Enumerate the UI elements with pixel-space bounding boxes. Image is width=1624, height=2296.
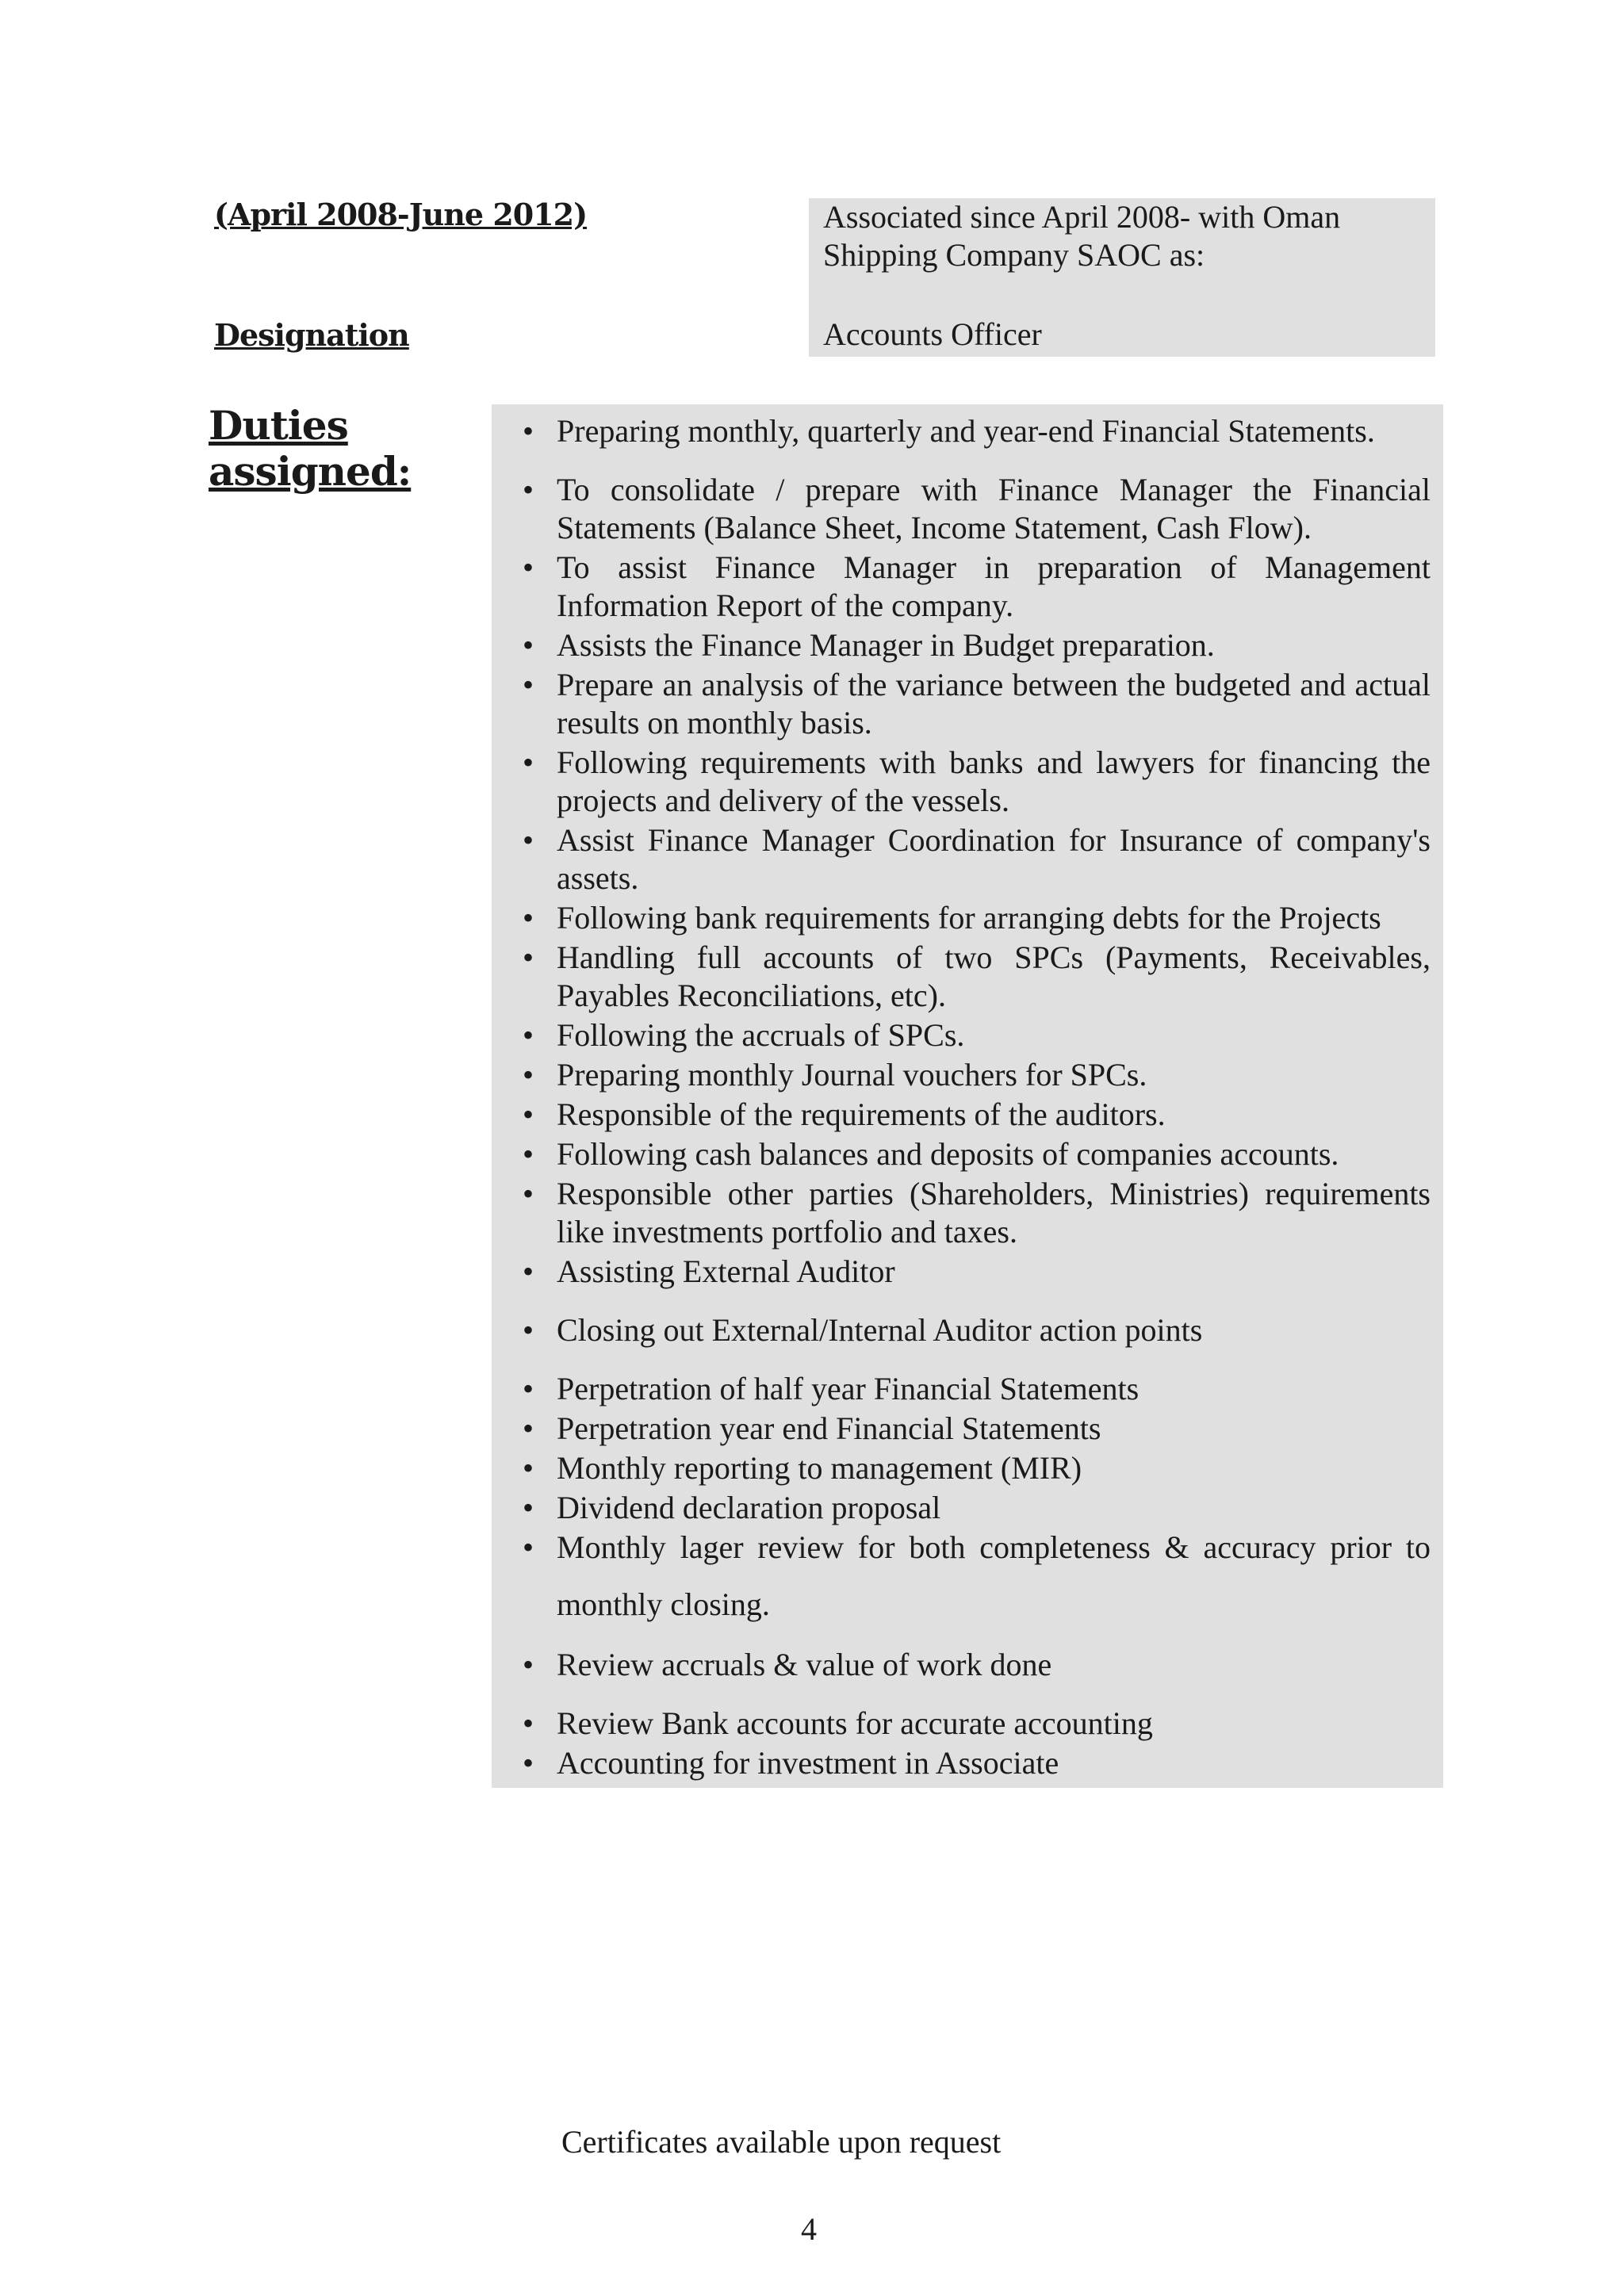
designation-value: Accounts Officer [823, 316, 1042, 352]
duty-text: Review Bank accounts for accurate accounting [557, 1705, 1153, 1741]
bullet-icon: • [522, 1096, 534, 1132]
duties-label [209, 403, 411, 495]
duty-text: Handling full accounts of two SPCs (Payments, Receivables, Payables Reconciliations, etc). [557, 939, 1431, 1013]
duty-text: Monthly lager review for both completeness & accuracy prior to monthly closing. [557, 1529, 1431, 1622]
bullet-icon: • [522, 1136, 534, 1172]
bullet-icon: • [522, 1253, 534, 1289]
bullet-icon: • [522, 939, 534, 975]
bullet-icon: • [522, 1490, 534, 1525]
association-box [809, 198, 1435, 357]
duties-box [492, 404, 1443, 1788]
bullet-icon: • [522, 1371, 534, 1406]
bullet-icon: • [522, 822, 534, 858]
bullet-icon: • [522, 413, 534, 449]
bullet-icon: • [522, 1529, 534, 1565]
bullet-icon: • [522, 1410, 534, 1446]
duty-text: Dividend declaration proposal [557, 1490, 941, 1525]
certificates-note: Certificates available upon request [561, 2124, 1002, 2160]
employment-period: (April 2008-June 2012) [214, 197, 588, 232]
bullet-icon: • [522, 667, 534, 702]
bullet-icon: • [522, 1745, 534, 1781]
duties-label-line1: Duties [209, 402, 348, 449]
bullet-icon: • [522, 1312, 534, 1348]
association-text: Associated since April 2008- with Oman Shipping Company SAOC as: [823, 199, 1341, 273]
duty-text: Accounting for investment in Associate [557, 1745, 1059, 1781]
bullet-icon: • [522, 1647, 534, 1682]
bullet-icon: • [522, 627, 534, 663]
duty-text: To consolidate / prepare with Finance Manager the Financial Statements (Balance Sheet, Income Statement, Cash Flow). [557, 472, 1431, 545]
duty-text: Responsible of the requirements of the auditors. [557, 1096, 1166, 1132]
duty-text: Following bank requirements for arranging debts for the Projects [557, 900, 1381, 936]
bullet-icon: • [522, 1705, 534, 1741]
duty-text: Assisting External Auditor [557, 1253, 895, 1289]
duty-text: Assists the Finance Manager in Budget preparation. [557, 627, 1215, 663]
duty-text: Responsible other parties (Shareholders, Ministries) requirements like investments portfolio and taxes. [557, 1176, 1431, 1249]
duty-text: Review accruals & value of work done [557, 1647, 1052, 1682]
duty-text: Following cash balances and deposits of companies accounts. [557, 1136, 1339, 1172]
designation-label: Designation [214, 317, 409, 353]
bullet-icon: • [522, 549, 534, 585]
duty-text: Prepare an analysis of the variance between the budgeted and actual results on monthly basis. [557, 667, 1431, 740]
duty-text: Following requirements with banks and lawyers for financing the projects and delivery of the vessels. [557, 744, 1431, 818]
duty-text: Closing out External/Internal Auditor action points [557, 1312, 1203, 1348]
bullet-icon: • [522, 1057, 534, 1093]
bullet-icon: • [522, 1017, 534, 1053]
duty-text: Assist Finance Manager Coordination for Insurance of company's assets. [557, 822, 1431, 896]
bullet-icon: • [522, 900, 534, 936]
duty-text: Preparing monthly Journal vouchers for SPCs. [557, 1057, 1147, 1093]
duty-text: Monthly reporting to management (MIR) [557, 1450, 1082, 1486]
duty-text: Following the accruals of SPCs. [557, 1017, 965, 1053]
duty-text: Preparing monthly, quarterly and year-end Financial Statements. [557, 413, 1375, 449]
duty-text: Perpetration year end Financial Statements [557, 1410, 1101, 1446]
bullet-icon: • [522, 1176, 534, 1211]
bullet-icon: • [522, 1450, 534, 1486]
duty-text: Perpetration of half year Financial Statements [557, 1371, 1139, 1406]
bullet-icon: • [522, 744, 534, 780]
page-number: 4 [801, 2211, 817, 2247]
duties-label-line2: assigned: [209, 448, 412, 495]
bullet-icon: • [522, 472, 534, 507]
duty-text: To assist Finance Manager in preparation of Management Information Report of the company. [557, 549, 1431, 623]
